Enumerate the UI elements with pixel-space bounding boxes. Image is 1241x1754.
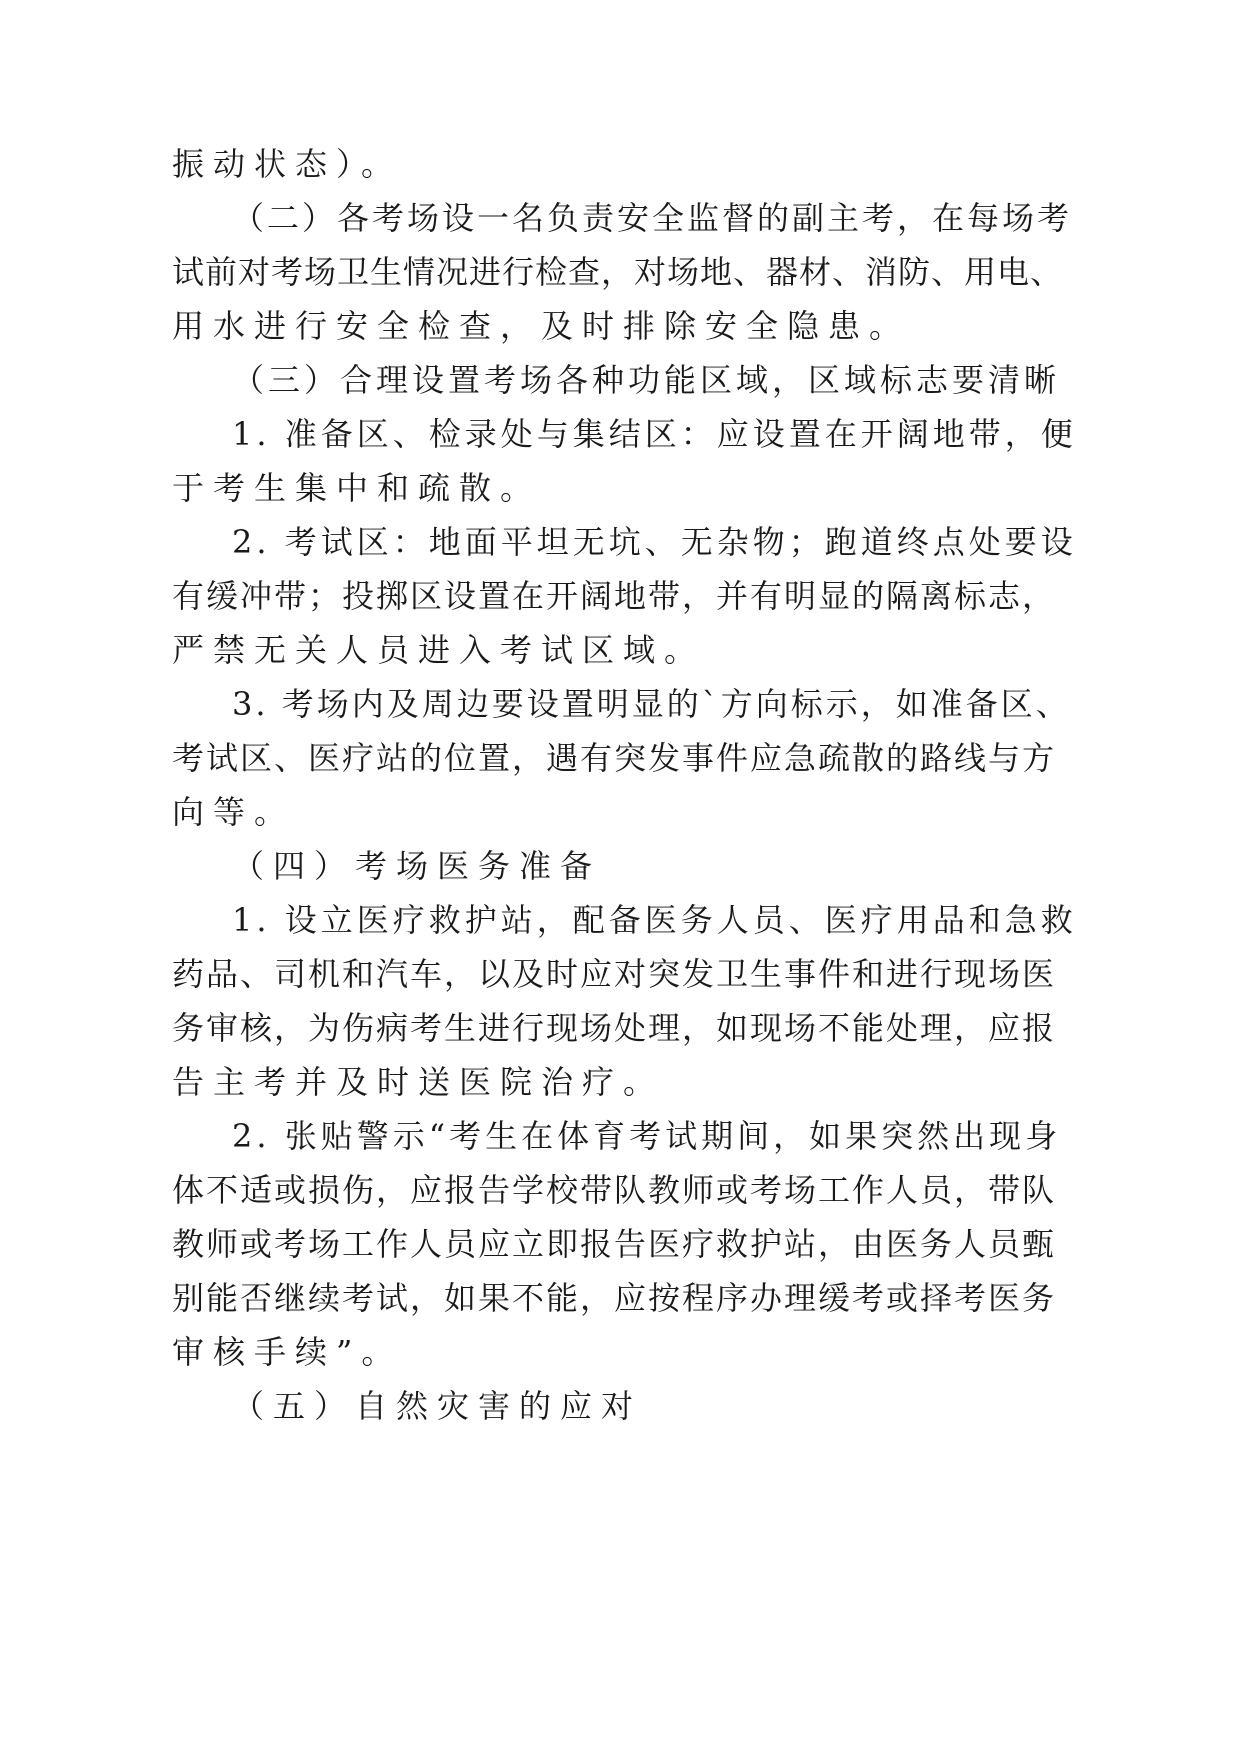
text-line <box>0 458 1241 518</box>
text-line <box>0 242 1241 302</box>
text-line-content: （二）各考场设一名负责安全监督的副主考，在每场考 <box>232 199 1073 237</box>
text-line-content: 别能否继续考试，如果不能，应按程序办理缓考或择考医务 <box>172 1279 1057 1317</box>
text-line-content: （三）合理设置考场各种功能区域，区域标志要清晰 <box>232 361 1061 399</box>
text-line <box>0 566 1241 626</box>
text-line-content: 2. 考试区：地面平坦无坑、无杂物；跑道终点处要设 <box>232 523 1077 561</box>
text-line-content: 用水进行安全检查，及时排除安全隐患。 <box>172 307 911 345</box>
text-line-content: （四）考场医务准备 <box>232 847 602 885</box>
text-line-content: 3. 考场内及周边要设置明显的`方向标示，如准备区、 <box>232 685 1071 723</box>
text-line <box>0 1106 1241 1166</box>
text-line-content: 振动状态）。 <box>172 145 403 183</box>
text-line <box>0 944 1241 1004</box>
text-line-content: 向等。 <box>172 793 296 831</box>
text-line <box>0 782 1241 842</box>
text-line-content: 体不适或损伤，应报告学校带队教师或考场工作人员，带队 <box>172 1171 1057 1209</box>
text-line <box>0 188 1241 248</box>
text-line-content: 告主考并及时送医院治疗。 <box>172 1063 665 1101</box>
text-line-content: 严禁无关人员进入考试区域。 <box>172 631 706 669</box>
text-line <box>0 1268 1241 1328</box>
text-line <box>0 728 1241 788</box>
text-line <box>0 1322 1241 1382</box>
text-line <box>0 620 1241 680</box>
text-line <box>0 404 1241 464</box>
text-line <box>0 512 1241 572</box>
text-line <box>0 836 1241 896</box>
text-line-content: 药品、司机和汽车，以及时应对突发卫生事件和进行现场医 <box>172 955 1057 993</box>
text-line-content: 试前对考场卫生情况进行检查，对场地、器材、消防、用电、 <box>172 253 1064 291</box>
text-line <box>0 674 1241 734</box>
text-line <box>0 134 1241 194</box>
text-line-content: 有缓冲带；投掷区设置在开阔地带，并有明显的隔离标志， <box>172 577 1057 615</box>
text-line <box>0 350 1241 410</box>
text-line <box>0 1160 1241 1220</box>
text-line-content: 审核手续”。 <box>172 1333 403 1371</box>
text-line-content: 于考生集中和疏散。 <box>172 469 542 507</box>
text-line <box>0 1376 1241 1436</box>
text-line-content: 考试区、医疗站的位置，遇有突发事件应急疏散的路线与方 <box>172 739 1057 777</box>
text-line-content: 2. 张贴警示“考生在体育考试期间，如果突然出现身 <box>232 1117 1062 1155</box>
text-line-content: （五）自然灾害的应对 <box>232 1387 643 1425</box>
text-line <box>0 998 1241 1058</box>
text-line <box>0 1214 1241 1274</box>
text-line-content: 教师或考场工作人员应立即报告医疗救护站，由医务人员甄 <box>172 1225 1057 1263</box>
text-line-content: 1. 设立医疗救护站，配备医务人员、医疗用品和急救 <box>232 901 1077 939</box>
text-line <box>0 296 1241 356</box>
text-line <box>0 1052 1241 1112</box>
text-line-content: 务审核，为伤病考生进行现场处理，如现场不能处理，应报 <box>172 1009 1057 1047</box>
text-line-content: 1. 准备区、检录处与集结区：应设置在开阔地带，便 <box>232 415 1077 453</box>
text-line <box>0 890 1241 950</box>
